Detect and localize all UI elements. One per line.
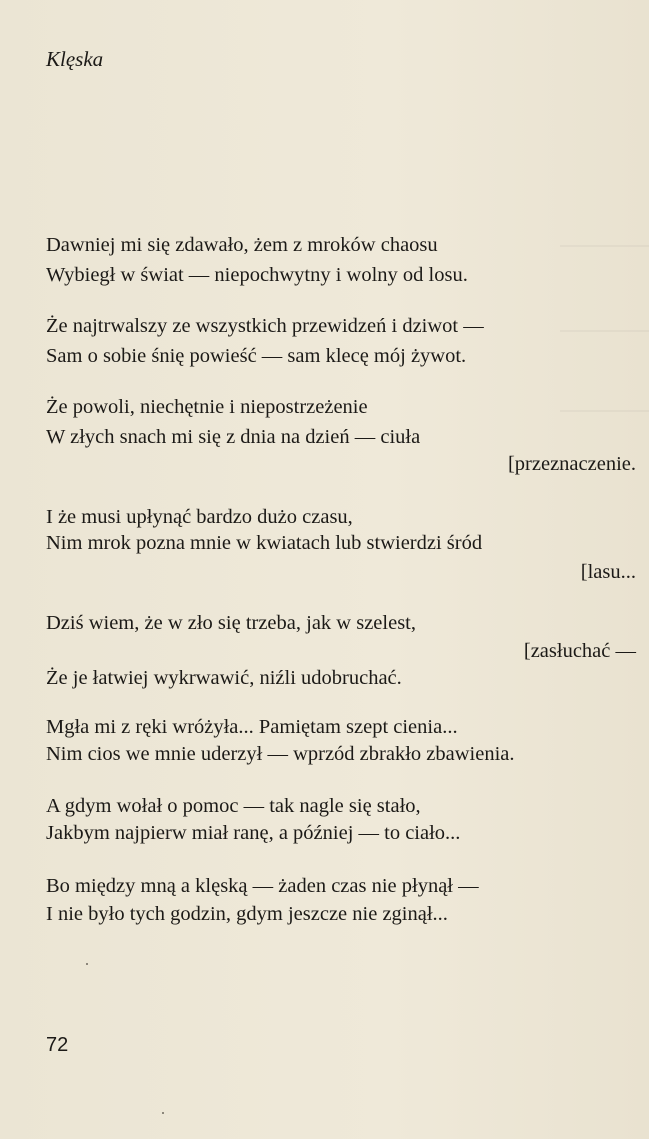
poem-line: Że powoli, niechętnie i niepostrzeżenie	[46, 396, 368, 418]
poem-line-continuation: [przeznaczenie.	[507, 453, 636, 475]
poem-line: Jakbym najpierw miał ranę, a później — to ciało...	[46, 822, 461, 844]
poem-line: Dawniej mi się zdawało, żem z mroków chaosu	[46, 234, 438, 256]
poem-line: Że je łatwiej wykrwawić, niźli udobruchać.	[46, 667, 402, 689]
poem-title: Klęska	[46, 47, 104, 71]
poem-line: Dziś wiem, że w zło się trzeba, jak w szelest,	[46, 612, 417, 634]
poem-line: Że najtrwalszy ze wszystkich przewidzeń i dziwot —	[46, 315, 484, 337]
poem-line: Mgła mi z ręki wróżyła... Pamiętam szept cienia...	[46, 716, 458, 738]
speck	[162, 1112, 164, 1114]
poem-line: I nie było tych godzin, gdym jeszcze nie zginął...	[46, 903, 448, 925]
show-through-mark	[560, 410, 649, 412]
poem-line: Bo między mną a klęską — żaden czas nie płynął —	[46, 875, 479, 897]
poem-line: I że musi upłynąć bardzo dużo czasu,	[46, 506, 353, 528]
poem-line: W złych snach mi się z dnia na dzień — ciuła	[46, 426, 421, 448]
poem-line-continuation: [lasu...	[580, 561, 636, 583]
poem-line: A gdym wołał o pomoc — tak nagle się stało,	[46, 795, 421, 817]
show-through-mark	[560, 245, 649, 247]
speck	[86, 963, 88, 965]
poem-line: Nim mrok pozna mnie w kwiatach lub stwierdzi śród	[46, 532, 483, 554]
poem-line: Sam o sobie śnię powieść — sam klecę mój żywot.	[46, 345, 467, 367]
show-through-mark	[560, 330, 649, 332]
poem-line: Nim cios we mnie uderzył — wprzód zbrakło zbawienia.	[46, 743, 515, 765]
poem-line: Wybiegł w świat — niepochwytny i wolny od losu.	[46, 264, 468, 286]
poem-line-continuation: [zasłuchać —	[523, 640, 636, 662]
page-number: 72	[46, 1034, 69, 1056]
